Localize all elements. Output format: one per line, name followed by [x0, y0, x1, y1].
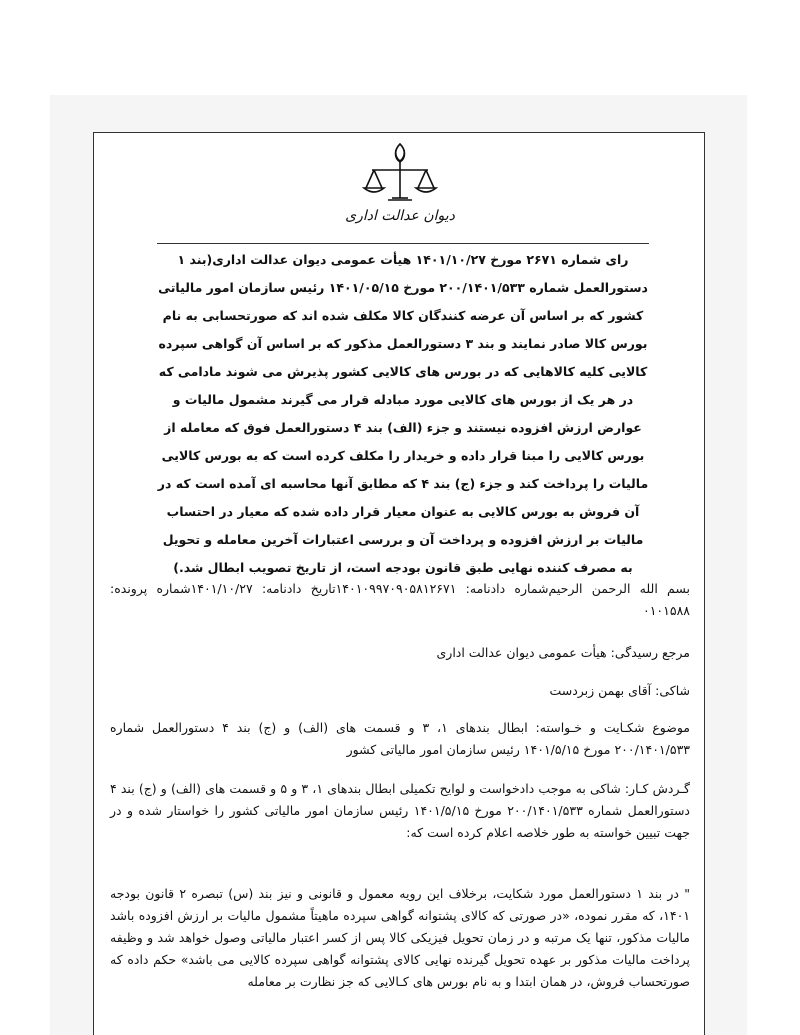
court-name-caption: دیوان عدالت اداری: [345, 208, 455, 224]
reviewing-authority: مرجع رسیدگی: هیأت عمومی دیوان عدالت اداری: [436, 645, 690, 660]
header-divider: [157, 243, 649, 244]
case-proceedings: گـردش کـار: شاکی به موجب دادخواست و لوایح تکمیلی ابطال بندهای ۱، ۳ و ۵ و قسمت های (الف) و (ج) بند ۴ دستورالعمل شماره ۲۰۰/۱۴۰۱/۵۳۳ مورخ ۱۴۰۱/۵/۱۵ رئیس سازمان امور مالیاتی کشور را خواستار شده و در جهت تبیین خواسته به طور خلاصه اعلام کرده است که:: [110, 781, 690, 840]
scales-of-justice-icon: [358, 140, 442, 206]
complaint-subject: موضوع شکـایت و خـواسته: ابطال بندهای ۱، ۳ و قسمت های (الف) و (ج) بند ۴ دستورالعمل شماره ۲۰۰/۱۴۰۱/۵۳۳ مورخ ۱۴۰۱/۵/۱۵ رئیس سازمان امور مالیاتی کشور: [110, 720, 690, 757]
ruling-header-numbers: بسم الله الرحمن الرحیم‌شماره دادنامه: ۱۴۰۱۰۹۹۷۰۹۰۵۸۱۲۶۷۱تاریخ دادنامه: ۱۴۰۱/۱۰/۲۷شماره پرونده: ۰۱۰۱۵۸۸: [110, 581, 690, 618]
court-emblem: [330, 140, 470, 235]
ruling-summary: رای شماره ۲۶۷۱ مورخ ۱۴۰۱/۱۰/۲۷ هیأت عمومی دیوان عدالت اداری(بند ۱ دستورالعمل شماره ۲۰۰/۱۴۰۱/۵۳۳ مورخ ۱۴۰۱/۰۵/۱۵ رئیس سازمان امور مالیاتی کشور که بر اساس آن عرضه کنندگان کالا مکلف شده اند که صورتحسابی به نام بورس کالا صادر نمایند و بند ۳ دستورالعمل مذکور که بر اساس آن گواهی سپرده کالایی کلیه کالاهایی که در بورس های کالایی کشور پذیرش می شوند مادامی که در هر یک از بورس های کالایی مورد مبادله قرار می گیرند مشمول مالیات و عوارض ارزش افزوده نیستند و جزء (الف) بند ۴ دستورالعمل فوق که معامله از بورس کالایی را مبنا قرار داده و خریدار را مکلف کرده است که به بورس کالایی مالیات را پرداخت کند و جزء (ج) بند ۴ که مطابق آنها محاسبه ای آمده است که در آن فروش به بورس کالایی به عنوان معیار قرار داده شده که معیار در احتساب مالیات بر ارزش افزوده و پرداخت آن و بررسی اعتبارات آخرین معامله و تحویل به مصرف کننده نهایی طبق قانون بودجه است، از تاریخ تصویب ابطال شد.): [157, 252, 649, 575]
plaintiff: شاکی: آقای بهمن زبردست: [549, 683, 690, 698]
plaintiff-statement: " در بند ۱ دستورالعمل مورد شکایت، برخلاف این رویه معمول و قانونی و نیز بند (س) تبصره ۲ قانون بودجه ۱۴۰۱، که مقرر نموده، «در صورتی که کالای پشتوانه گواهی سپرده ماهیتاً مشمول مالیات بر ارزش افزوده باشد مالیات مذکور، تنها یک مرتبه و در زمان تحویل فیزیکی کالا پس از کسر اعتبار مالیاتی وصول خواهد شد و وظیفه پرداخت مالیات مذکور بر عهده تحویل گیرنده نهایی کالای پشتوانه گواهی سپرده کالایی می باشد» حکم داده که صورتحساب فروش، در همان ابتدا و به نام بورس های کـالایی که جز نظارت بر معامله: [110, 886, 690, 989]
